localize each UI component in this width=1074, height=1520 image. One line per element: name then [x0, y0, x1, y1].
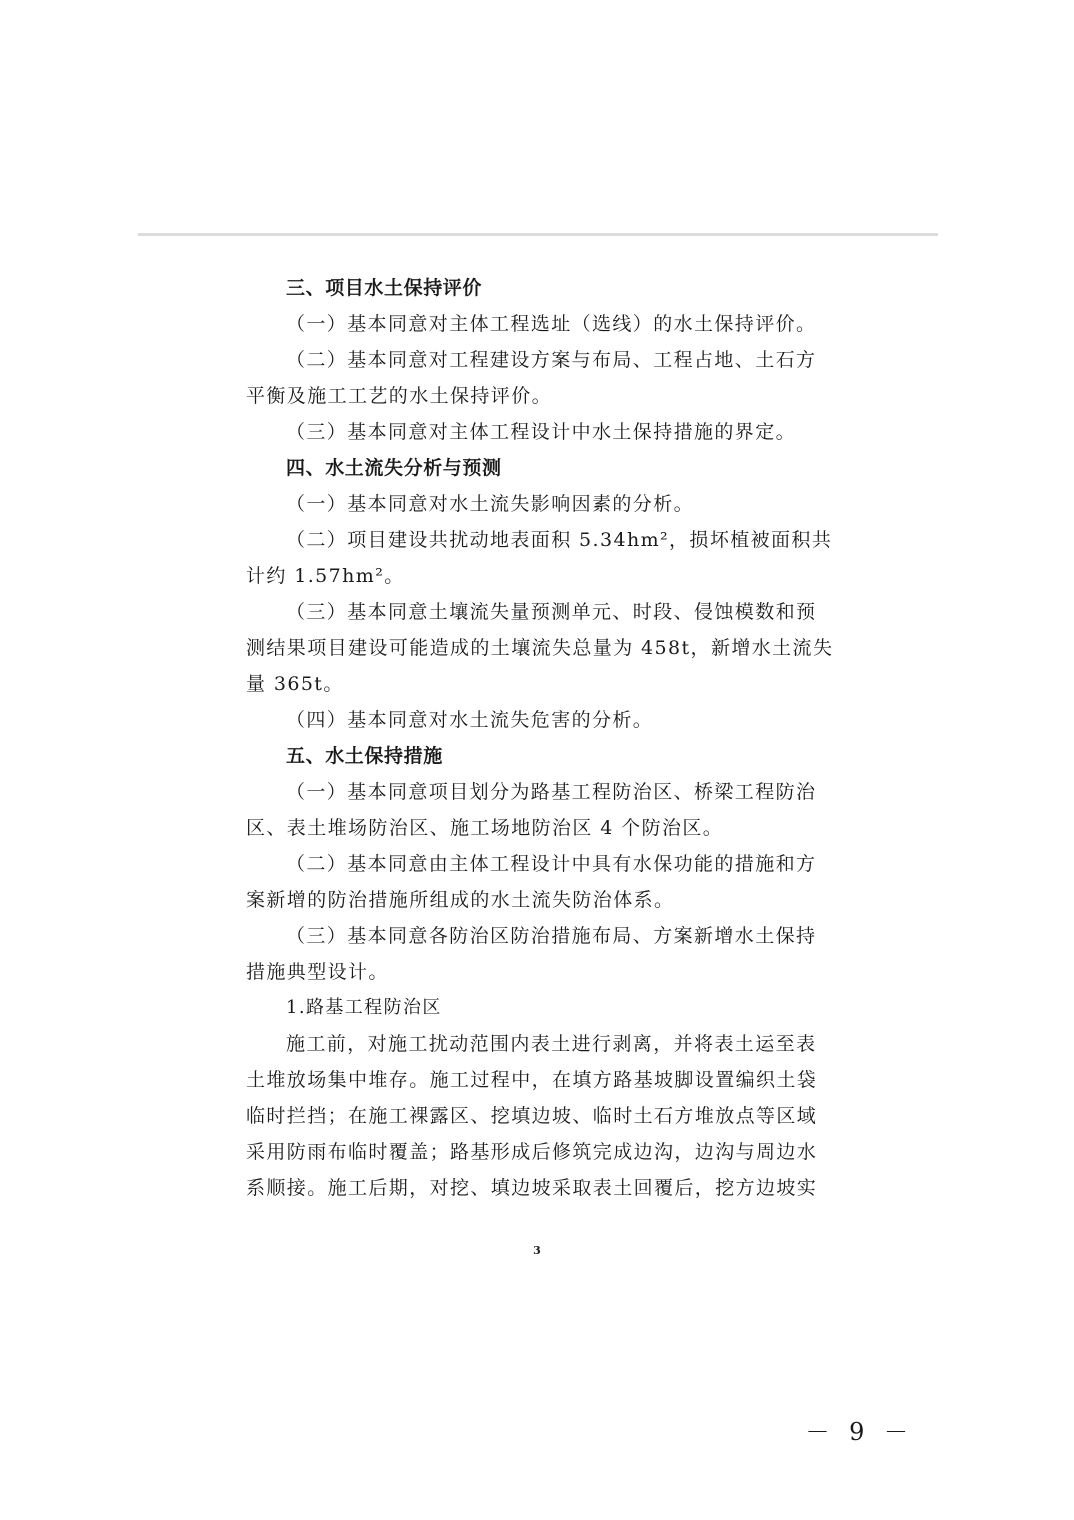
section-heading: 四、水土流失分析与预测 [286, 457, 502, 479]
section-heading: 三、项目水土保持评价 [286, 277, 483, 299]
paragraph-line: 区、表土堆场防治区、施工场地防治区 4 个防治区。 [246, 817, 724, 839]
paragraph-line: 测结果项目建设可能造成的土壤流失总量为 458t，新增水土流失 [246, 637, 834, 659]
document-body [246, 270, 834, 1206]
paragraph-line: （二）项目建设共扰动地表面积 5.34hm²，损坏植被面积共 [286, 529, 833, 551]
paragraph-line: （四）基本同意对水土流失危害的分析。 [286, 709, 654, 731]
header-divider [138, 233, 938, 236]
paragraph-line: （一）基本同意对主体工程选址（选线）的水土保持评价。 [286, 313, 817, 335]
paragraph-line: 案新增的防治措施所组成的水土流失防治体系。 [246, 889, 675, 911]
page-number: － 9 － [805, 1418, 914, 1446]
paragraph-line: 临时拦挡；在施工裸露区、挖填边坡、临时土石方堆放点等区域 [246, 1105, 818, 1127]
paragraph-line: （二）基本同意对工程建设方案与布局、工程占地、土石方 [286, 349, 817, 371]
paragraph-line: （一）基本同意对水土流失影响因素的分析。 [286, 493, 695, 515]
paragraph-line: （三）基本同意各防治区防治措施布局、方案新增水土保持 [286, 925, 817, 947]
section-heading: 五、水土保持措施 [286, 745, 443, 767]
inner-page-number: 3 [533, 1244, 541, 1257]
paragraph-line: 施工前，对施工扰动范围内表土进行剥离，并将表土运至表 [286, 1033, 817, 1055]
subsection-heading: 1.路基工程防治区 [286, 997, 442, 1018]
paragraph-line: （三）基本同意对主体工程设计中水土保持措施的界定。 [286, 421, 797, 443]
paragraph-line: 采用防雨布临时覆盖；路基形成后修筑完成边沟，边沟与周边水 [246, 1141, 818, 1163]
paragraph-line: （三）基本同意土壤流失量预测单元、时段、侵蚀模数和预 [286, 601, 817, 623]
paragraph-line: 措施典型设计。 [246, 961, 389, 983]
paragraph-line: （二）基本同意由主体工程设计中具有水保功能的措施和方 [286, 853, 817, 875]
paragraph-line: （一）基本同意项目划分为路基工程防治区、桥梁工程防治 [286, 781, 817, 803]
paragraph-line: 量 365t。 [246, 673, 344, 695]
paragraph-line: 系顺接。施工后期，对挖、填边坡采取表土回覆后，挖方边坡实 [246, 1177, 818, 1199]
paragraph-line: 土堆放场集中堆存。施工过程中，在填方路基坡脚设置编织土袋 [246, 1069, 818, 1091]
paragraph-line: 平衡及施工工艺的水土保持评价。 [246, 385, 553, 407]
paragraph-line: 计约 1.57hm²。 [246, 565, 405, 587]
